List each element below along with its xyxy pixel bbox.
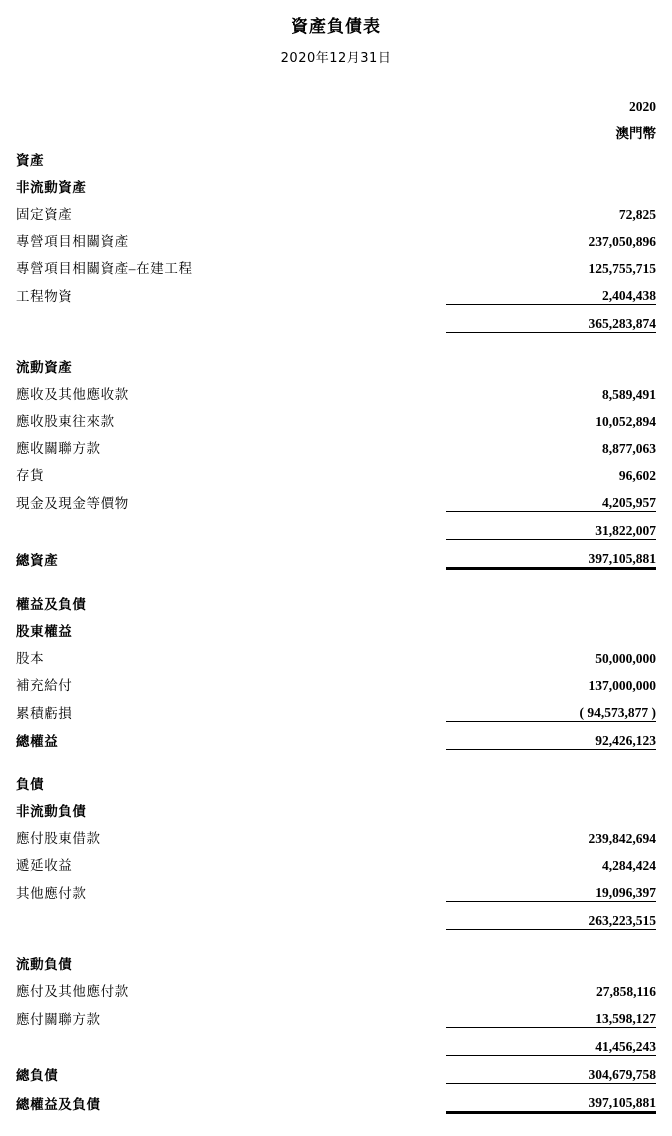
row-label: 專營項目相關資產 <box>16 234 129 249</box>
subheading-non-current-assets <box>16 169 656 196</box>
section-heading-label: 權益及負債 <box>16 597 87 612</box>
total-label: 總資產 <box>16 552 59 568</box>
table-row <box>16 484 656 512</box>
row-amount: 10,052,894 <box>595 414 656 429</box>
table-header-year <box>16 88 656 115</box>
row-amount: 239,842,694 <box>588 831 656 846</box>
row-amount: 50,000,000 <box>595 651 656 666</box>
subtotal-row-non-current-assets <box>16 305 656 333</box>
row-spacer <box>16 333 656 350</box>
table-row <box>16 196 656 223</box>
total-row-liabilities <box>16 1056 656 1084</box>
section-heading-assets <box>16 142 656 169</box>
spacer-cell <box>446 930 656 947</box>
column-header-currency: 澳門幣 <box>615 126 656 141</box>
row-label: 股本 <box>16 651 45 666</box>
subtotal-row-non-current-liabilities <box>16 902 656 930</box>
section-heading-amount <box>446 766 656 793</box>
row-amount: 72,825 <box>618 207 656 222</box>
row-amount: 8,589,491 <box>602 387 656 402</box>
row-amount: 4,205,957 <box>446 484 656 512</box>
section-heading-liabilities <box>16 766 656 793</box>
table-row <box>16 874 656 902</box>
subheading-label: 流動負債 <box>16 957 73 972</box>
row-label: 補充給付 <box>16 678 73 693</box>
section-heading-label: 負債 <box>16 777 45 792</box>
total-amount: 304,679,758 <box>446 1056 656 1084</box>
table-row <box>16 430 656 457</box>
total-amount: 397,105,881 <box>446 540 656 569</box>
subheading-current-assets <box>16 349 656 376</box>
subtotal-amount: 263,223,515 <box>446 902 656 930</box>
total-row-assets <box>16 540 656 569</box>
page-subtitle: 2020年12月31日 <box>280 51 392 66</box>
spacer-cell <box>446 333 656 350</box>
subheading-label: 股東權益 <box>16 624 73 639</box>
row-label: 固定資產 <box>16 207 73 222</box>
grand-total-amount: 397,105,881 <box>446 1084 656 1113</box>
subheading-amount <box>446 946 656 973</box>
row-label: 工程物資 <box>16 288 73 304</box>
row-label: 專營項目相關資產–在建工程 <box>16 261 193 276</box>
row-label: 其他應付款 <box>16 885 87 901</box>
row-label: 應收關聯方款 <box>16 441 101 456</box>
spacer-cell <box>16 569 446 587</box>
table-row <box>16 1000 656 1028</box>
subheading-amount <box>446 349 656 376</box>
row-amount: 237,050,896 <box>588 234 656 249</box>
table-row <box>16 403 656 430</box>
total-row-equity <box>16 722 656 750</box>
table-row <box>16 250 656 277</box>
total-label: 總權益 <box>16 733 59 749</box>
spacer-cell <box>16 930 446 947</box>
table-header-currency <box>16 115 656 142</box>
balance-sheet-table <box>16 88 656 1114</box>
row-label: 遞延收益 <box>16 858 73 873</box>
row-label: 應收及其他應收款 <box>16 387 129 402</box>
row-label: 應付及其他應付款 <box>16 984 129 999</box>
subtotal-row-current-liabilities <box>16 1028 656 1056</box>
row-amount: 137,000,000 <box>588 678 656 693</box>
section-heading-label: 資產 <box>16 153 45 168</box>
subheading-shareholders-equity <box>16 613 656 640</box>
row-amount: 2,404,438 <box>446 277 656 305</box>
column-header-year: 2020 <box>629 99 656 114</box>
header-spacer <box>16 88 446 115</box>
row-amount: 19,096,397 <box>446 874 656 902</box>
row-spacer <box>16 930 656 947</box>
subheading-amount <box>446 613 656 640</box>
section-heading-amount <box>446 142 656 169</box>
row-label: 累積虧損 <box>16 705 73 721</box>
section-heading-amount <box>446 586 656 613</box>
spacer-cell <box>446 569 656 587</box>
subheading-current-liabilities <box>16 946 656 973</box>
subheading-label: 非流動負債 <box>16 804 87 819</box>
subheading-amount <box>446 169 656 196</box>
row-amount: 4,284,424 <box>602 858 656 873</box>
table-row <box>16 694 656 722</box>
subtotal-row-current-assets <box>16 512 656 540</box>
grand-total-row <box>16 1084 656 1113</box>
subheading-non-current-liabilities <box>16 793 656 820</box>
row-amount: 125,755,715 <box>588 261 656 276</box>
row-label: 應付股東借款 <box>16 831 101 846</box>
row-amount: 96,602 <box>618 468 656 483</box>
row-amount: ( 94,573,877 ) <box>446 694 656 722</box>
header-spacer-2 <box>16 115 446 142</box>
spacer-cell <box>16 750 446 767</box>
grand-total-label: 總權益及負債 <box>16 1096 101 1112</box>
row-label: 應收股東往來款 <box>16 414 115 429</box>
subtotal-label <box>16 305 446 333</box>
total-amount: 92,426,123 <box>446 722 656 750</box>
section-heading-equity-liabilities <box>16 586 656 613</box>
row-label: 存貨 <box>16 468 45 483</box>
table-row <box>16 223 656 250</box>
subtotal-amount: 365,283,874 <box>446 305 656 333</box>
row-spacer <box>16 569 656 587</box>
subtotal-amount: 31,822,007 <box>446 512 656 540</box>
table-row <box>16 277 656 305</box>
total-label: 總負債 <box>16 1067 59 1083</box>
table-row <box>16 847 656 874</box>
row-amount: 8,877,063 <box>602 441 656 456</box>
row-spacer <box>16 750 656 767</box>
subtotal-amount: 41,456,243 <box>446 1028 656 1056</box>
subtotal-label <box>16 902 446 930</box>
subheading-label: 非流動資產 <box>16 180 87 195</box>
table-row <box>16 667 656 694</box>
row-label: 現金及現金等價物 <box>16 495 129 511</box>
subtotal-label <box>16 1028 446 1056</box>
table-row <box>16 820 656 847</box>
table-row <box>16 376 656 403</box>
row-amount: 13,598,127 <box>446 1000 656 1028</box>
subheading-label: 流動資產 <box>16 360 73 375</box>
subheading-amount <box>446 793 656 820</box>
row-label: 應付關聯方款 <box>16 1011 101 1027</box>
page-title: 資產負債表 <box>291 17 381 37</box>
table-row <box>16 973 656 1000</box>
table-row <box>16 640 656 667</box>
subtotal-label <box>16 512 446 540</box>
spacer-cell <box>446 750 656 767</box>
row-amount: 27,858,116 <box>595 984 656 999</box>
table-row <box>16 457 656 484</box>
spacer-cell <box>16 333 446 350</box>
